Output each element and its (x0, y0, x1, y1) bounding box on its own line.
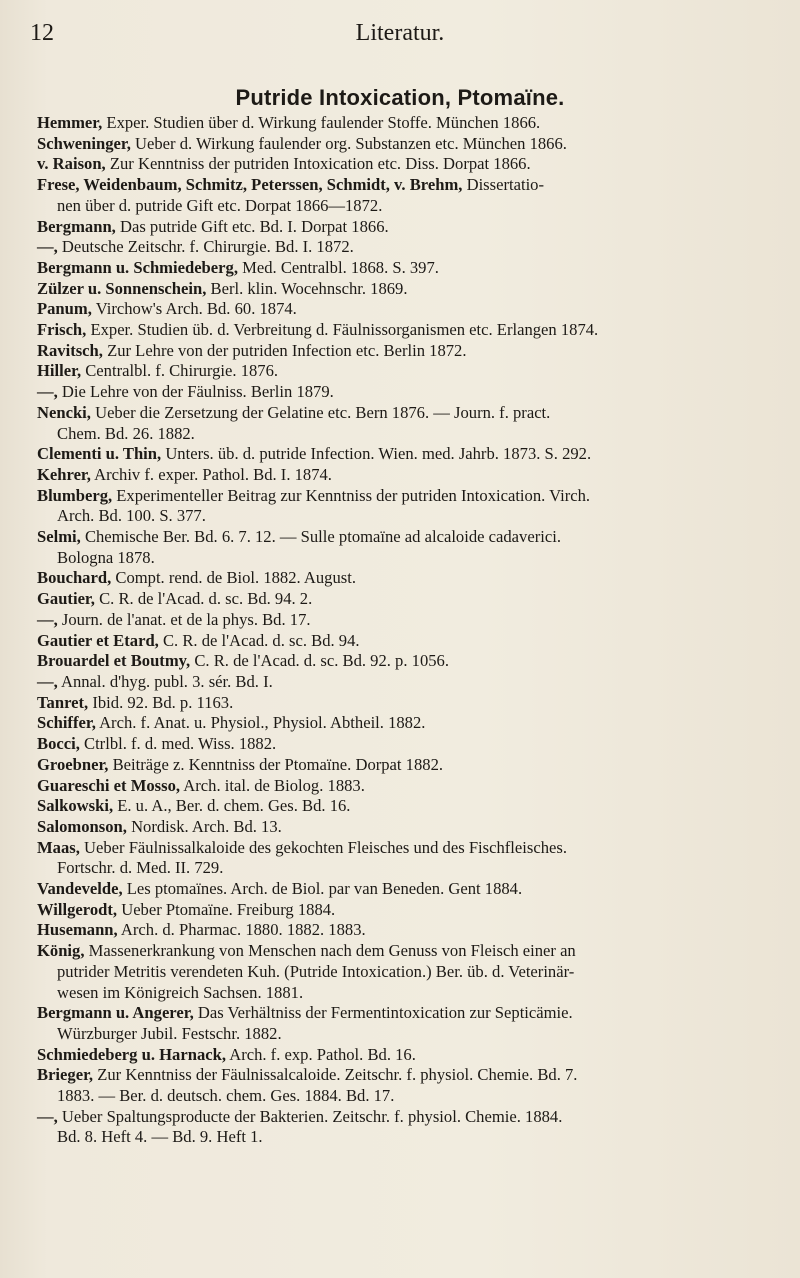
entry-citation: C. R. de l'Acad. d. sc. Bd. 94. (158, 630, 360, 650)
entry-author: Frese, Weidenbaum, Schmitz, Peterssen, Schmidt, v. Brehm, (37, 175, 463, 195)
bibliography-entry (37, 444, 797, 465)
entry-author: Bocci, (37, 734, 80, 754)
entry-citation: Nordisk. Arch. Bd. 13. (126, 816, 282, 836)
bibliography-entry (37, 1045, 797, 1066)
entry-author: Kehrer, (37, 464, 91, 484)
bibliography-entry (37, 320, 797, 341)
entry-citation: Ueber Ptomaïne. Freiburg 1884. (117, 899, 336, 919)
entry-citation: Ueber Fäulnissalkaloide des gekochten Fleisches und des Fischfleisches. Fortschr. d. Med. II. 729. (57, 837, 567, 878)
bibliography-entry (37, 1003, 797, 1044)
entry-author: Blumberg, (37, 485, 113, 505)
bibliography-entry (37, 713, 797, 734)
entry-citation: Zur Lehre von der putriden Infection etc. Berlin 1872. (102, 340, 467, 360)
bibliography-entry (37, 734, 797, 755)
bibliography-entry (37, 610, 797, 631)
entry-author: Clementi u. Thin, (37, 444, 162, 464)
entry-author: Bergmann u. Angerer, (37, 1003, 194, 1023)
entry-citation: Archiv f. exper. Pathol. Bd. I. 1874. (90, 464, 332, 484)
entry-citation: Arch. d. Pharmac. 1880. 1882. 1883. (117, 920, 366, 940)
entry-citation: Das putride Gift etc. Bd. I. Dorpat 1866. (115, 216, 389, 236)
entry-citation: Die Lehre von der Fäulniss. Berlin 1879. (57, 382, 334, 402)
entry-author: Schmiedeberg u. Harnack, (37, 1044, 226, 1064)
entry-citation: C. R. de l'Acad. d. sc. Bd. 92. p. 1056. (190, 651, 449, 671)
entry-author: König, (37, 941, 85, 961)
bibliography-entry (37, 631, 797, 652)
bibliography-entry (37, 900, 797, 921)
entry-citation: Virchow's Arch. Bd. 60. 1874. (91, 299, 297, 319)
bibliography-entry (37, 154, 797, 175)
bibliography-entry (37, 651, 797, 672)
bibliography-entry (37, 879, 797, 900)
bibliography-entry (37, 817, 797, 838)
entry-author: Ravitsch, (37, 340, 103, 360)
entry-author: Groebner, (37, 754, 109, 774)
entry-author: —, (37, 382, 58, 402)
entry-citation: Chemische Ber. Bd. 6. 7. 12. — Sulle ptomaïne ad alcaloide cadaverici. Bologna 1878. (57, 527, 561, 567)
bibliography-entry (37, 299, 797, 320)
bibliography-entry (37, 693, 797, 714)
bibliography-entry (37, 838, 797, 879)
entry-author: Vandevelde, (37, 879, 123, 899)
bibliography-entry (37, 237, 797, 258)
page-number: 12 (30, 20, 54, 46)
bibliography-entry (37, 403, 797, 444)
bibliography-entry (37, 134, 797, 155)
bibliography-entry (37, 527, 797, 568)
entry-author: Gautier, (37, 589, 95, 609)
entry-citation: Compt. rend. de Biol. 1882. August. (111, 568, 356, 588)
entry-citation: Deutsche Zeitschr. f. Chirurgie. Bd. I. 1872. (57, 237, 354, 257)
bibliography-entry (37, 672, 797, 693)
entry-author: Schiffer, (37, 713, 96, 733)
entry-author: Nencki, (37, 402, 91, 422)
entry-citation: Massenerkrankung von Menschen nach dem Genuss von Fleisch einer an putrider Metritis verendeten Kuh. (Putride Intoxication.) Ber. üb. d. Veterinär- wesen im Königreich Sachsen. 1881. (57, 941, 576, 1002)
entry-author: Zülzer u. Sonnenschein, (37, 278, 207, 298)
entry-citation: Exper. Studien üb. d. Verbreitung d. Fäulnissorganismen etc. Erlangen 1874. (86, 320, 599, 340)
entry-author: Salomonson, (37, 816, 127, 836)
entry-citation: Annal. d'hyg. publ. 3. sér. Bd. I. (57, 671, 273, 691)
bibliography-entry (37, 755, 797, 776)
entry-author: v. Raison, (37, 154, 106, 174)
entry-citation: Centralbl. f. Chirurgie. 1876. (81, 361, 279, 381)
bibliography-entry (37, 776, 797, 797)
entry-citation: Arch. ital. de Biolog. 1883. (180, 775, 365, 795)
bibliography-entry (37, 361, 797, 382)
entry-citation: Ueber Spaltungsproducte der Bakterien. Zeitschr. f. physiol. Chemie. 1884. Bd. 8. Heft 4. — Bd. 9. Heft 1. (57, 1106, 563, 1147)
entry-author: Frisch, (37, 320, 87, 340)
entry-author: Salkowski, (37, 796, 114, 816)
entry-citation: Das Verhältniss der Fermentintoxication zur Septicämie. Würzburger Jubil. Festschr. 1882. (57, 1003, 573, 1043)
entry-citation: Zur Kenntniss der putriden Intoxication etc. Diss. Dorpat 1866. (105, 154, 531, 174)
entry-citation: E. u. A., Ber. d. chem. Ges. Bd. 16. (113, 796, 351, 816)
entry-author: Husemann, (37, 920, 118, 940)
entry-author: Bergmann, (37, 216, 116, 236)
entry-citation: Journ. de l'anat. et de la phys. Bd. 17. (57, 609, 311, 629)
entry-author: Maas, (37, 837, 80, 857)
bibliography-entry (37, 568, 797, 589)
bibliography-entry (37, 589, 797, 610)
bibliography-list (37, 113, 797, 1148)
entry-citation: Arch. f. exp. Pathol. Bd. 16. (225, 1044, 416, 1064)
entry-citation: Ueber die Zersetzung der Gelatine etc. Bern 1876. — Journ. f. pract. Chem. Bd. 26. 1882. (57, 402, 551, 443)
bibliography-entry (37, 486, 797, 527)
entry-author: Bouchard, (37, 568, 112, 588)
entry-citation: Beiträge z. Kenntniss der Ptomaïne. Dorpat 1882. (108, 754, 444, 774)
bibliography-entry (37, 217, 797, 238)
section-title: Putride Intoxication, Ptomaïne. (235, 85, 565, 110)
entry-author: —, (37, 671, 58, 691)
entry-citation: Ueber d. Wirkung faulender org. Substanzen etc. München 1866. (130, 133, 567, 153)
entry-author: Bergmann u. Schmiedeberg, (37, 257, 238, 277)
bibliography-entry (37, 175, 797, 216)
entry-author: —, (37, 237, 58, 257)
entry-author: Hemmer, (37, 113, 103, 132)
entry-citation: Unters. üb. d. putride Infection. Wien. med. Jahrb. 1873. S. 292. (161, 444, 592, 464)
entry-author: Willgerodt, (37, 899, 118, 919)
bibliography-entry (37, 279, 797, 300)
entry-citation: Zur Kenntniss der Fäulnissalcaloide. Zeitschr. f. physiol. Chemie. Bd. 7. 1883. — Ber. d. deutsch. chem. Ges. 1884. Bd. 17. (57, 1065, 578, 1106)
entry-author: Brouardel et Boutmy, (37, 651, 191, 671)
bibliography-entry (37, 796, 797, 817)
entry-author: Panum, (37, 299, 92, 319)
bibliography-entry (37, 465, 797, 486)
entry-citation: Berl. klin. Wocehnschr. 1869. (206, 278, 408, 298)
entry-author: Brieger, (37, 1065, 94, 1085)
entry-citation: Dissertatio- nen über d. putride Gift etc. Dorpat 1866—1872. (57, 175, 545, 215)
entry-author: Guareschi et Mosso, (37, 775, 181, 795)
entry-citation: Ctrlbl. f. d. med. Wiss. 1882. (79, 734, 277, 754)
bibliography-entry (37, 941, 797, 1003)
bibliography-entry (37, 1107, 797, 1148)
bibliography-entry (37, 113, 797, 134)
entry-citation: Experimenteller Beitrag zur Kenntniss der putriden Intoxication. Virch. Arch. Bd. 100. S. 377. (57, 485, 591, 526)
entry-author: —, (37, 1106, 58, 1126)
bibliography-entry (37, 258, 797, 279)
entry-citation: Ibid. 92. Bd. p. 1163. (88, 692, 234, 712)
running-head: Literatur. (355, 20, 445, 46)
entry-citation: Exper. Studien über d. Wirkung faulender Stoffe. München 1866. (102, 113, 541, 132)
bibliography-entry (37, 341, 797, 362)
entry-author: Schweninger, (37, 133, 131, 153)
entry-citation: C. R. de l'Acad. d. sc. Bd. 94. 2. (94, 589, 313, 609)
entry-citation: Med. Centralbl. 1868. S. 397. (237, 257, 439, 277)
entry-citation: Arch. f. Anat. u. Physiol., Physiol. Abtheil. 1882. (95, 713, 426, 733)
bibliography-entry (37, 382, 797, 403)
entry-citation: Les ptomaïnes. Arch. de Biol. par van Beneden. Gent 1884. (122, 879, 523, 899)
bibliography-entry (37, 1065, 797, 1106)
entry-author: Tanret, (37, 692, 89, 712)
entry-author: Selmi, (37, 527, 81, 547)
bibliography-entry (37, 920, 797, 941)
entry-author: —, (37, 609, 58, 629)
entry-author: Hiller, (37, 361, 82, 381)
entry-author: Gautier et Etard, (37, 630, 159, 650)
